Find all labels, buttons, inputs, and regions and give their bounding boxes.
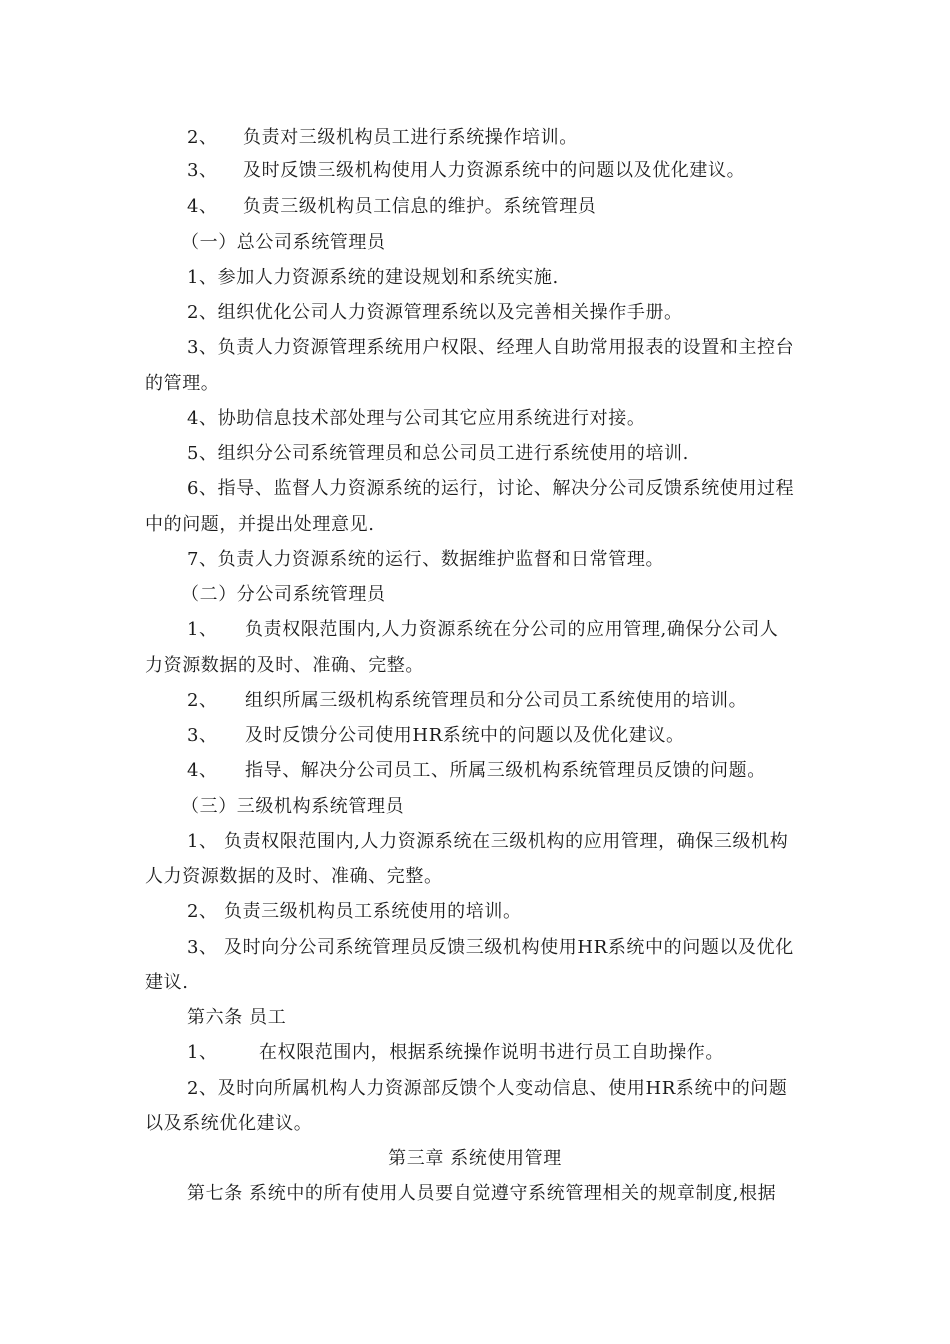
paragraph-line: 5、组织分公司系统管理员和总公司员工进行系统使用的培训. xyxy=(187,443,689,464)
paragraph-line: 2、及时向所属机构人力资源部反馈个人变动信息、使用HR系统中的问题 xyxy=(187,1078,788,1099)
item-text: 在权限范围内，根据系统操作说明书进行员工自助操作。 xyxy=(259,1042,724,1063)
paragraph-line: 以及系统优化建议。 xyxy=(145,1113,313,1134)
list-item xyxy=(187,725,685,747)
paragraph-line: 力资源数据的及时、准确、完整。 xyxy=(145,655,424,676)
item-text: 组织所属三级机构系统管理员和分公司员工系统使用的培训。 xyxy=(245,690,748,711)
list-item xyxy=(187,160,745,182)
paragraph-line: 2、 负责三级机构员工系统使用的培训。 xyxy=(187,901,522,922)
article-heading: 第六条 员工 xyxy=(187,1007,287,1028)
section-heading: （三）三级机构系统管理员 xyxy=(181,796,405,817)
chapter-heading: 第三章 系统使用管理 xyxy=(388,1148,562,1169)
item-text: 及时反馈分公司使用HR系统中的问题以及优化建议。 xyxy=(245,725,685,746)
list-item xyxy=(187,196,596,218)
item-number: 1、 xyxy=(187,619,218,640)
list-item xyxy=(187,619,778,641)
item-text: 指导、解决分公司员工、所属三级机构系统管理员反馈的问题。 xyxy=(245,760,766,781)
paragraph-line: 4、协助信息技术部处理与公司其它应用系统进行对接。 xyxy=(187,408,646,429)
item-number: 3、 xyxy=(187,725,218,746)
section-heading: （一）总公司系统管理员 xyxy=(181,232,386,253)
paragraph-line: 1、参加人力资源系统的建设规划和系统实施. xyxy=(187,267,559,288)
item-number: 1、 xyxy=(187,1042,218,1063)
list-item xyxy=(187,760,766,782)
paragraph-line: 3、 及时向分公司系统管理员反馈三级机构使用HR系统中的问题以及优化 xyxy=(187,937,794,958)
item-number: 4、 xyxy=(187,196,218,217)
paragraph-line: 的管理。 xyxy=(145,373,220,394)
item-number: 4、 xyxy=(187,760,218,781)
list-item xyxy=(187,1042,724,1064)
item-number: 2、 xyxy=(187,127,218,148)
list-item xyxy=(187,690,747,712)
paragraph-line: 2、组织优化公司人力资源管理系统以及完善相关操作手册。 xyxy=(187,302,683,323)
paragraph-line: 1、 负责权限范围内,人力资源系统在三级机构的应用管理，确保三级机构 xyxy=(187,831,789,852)
paragraph-line: 中的问题，并提出处理意见. xyxy=(145,514,375,535)
paragraph-line: 人力资源数据的及时、准确、完整。 xyxy=(145,866,443,887)
paragraph-line: 6、指导、监督人力资源系统的运行，讨论、解决分公司反馈系统使用过程 xyxy=(187,478,795,499)
item-text: 负责三级机构员工信息的维护。系统管理员 xyxy=(243,196,597,217)
item-text: 负责权限范围内,人力资源系统在分公司的应用管理,确保分公司人 xyxy=(245,619,779,640)
item-number: 3、 xyxy=(187,160,218,181)
paragraph-line: 3、负责人力资源管理系统用户权限、经理人自助常用报表的设置和主控台 xyxy=(187,337,795,358)
section-heading: （二）分公司系统管理员 xyxy=(181,584,386,605)
paragraph-line: 第七条 系统中的所有使用人员要自觉遵守系统管理相关的规章制度,根据 xyxy=(187,1183,777,1204)
item-number: 2、 xyxy=(187,690,218,711)
item-text: 负责对三级机构员工进行系统操作培训。 xyxy=(243,127,578,148)
item-text: 及时反馈三级机构使用人力资源系统中的问题以及优化建议。 xyxy=(243,160,746,181)
paragraph-line: 7、负责人力资源系统的运行、数据维护监督和日常管理。 xyxy=(187,549,665,570)
paragraph-line: 建议. xyxy=(145,972,189,993)
list-item xyxy=(187,127,578,149)
